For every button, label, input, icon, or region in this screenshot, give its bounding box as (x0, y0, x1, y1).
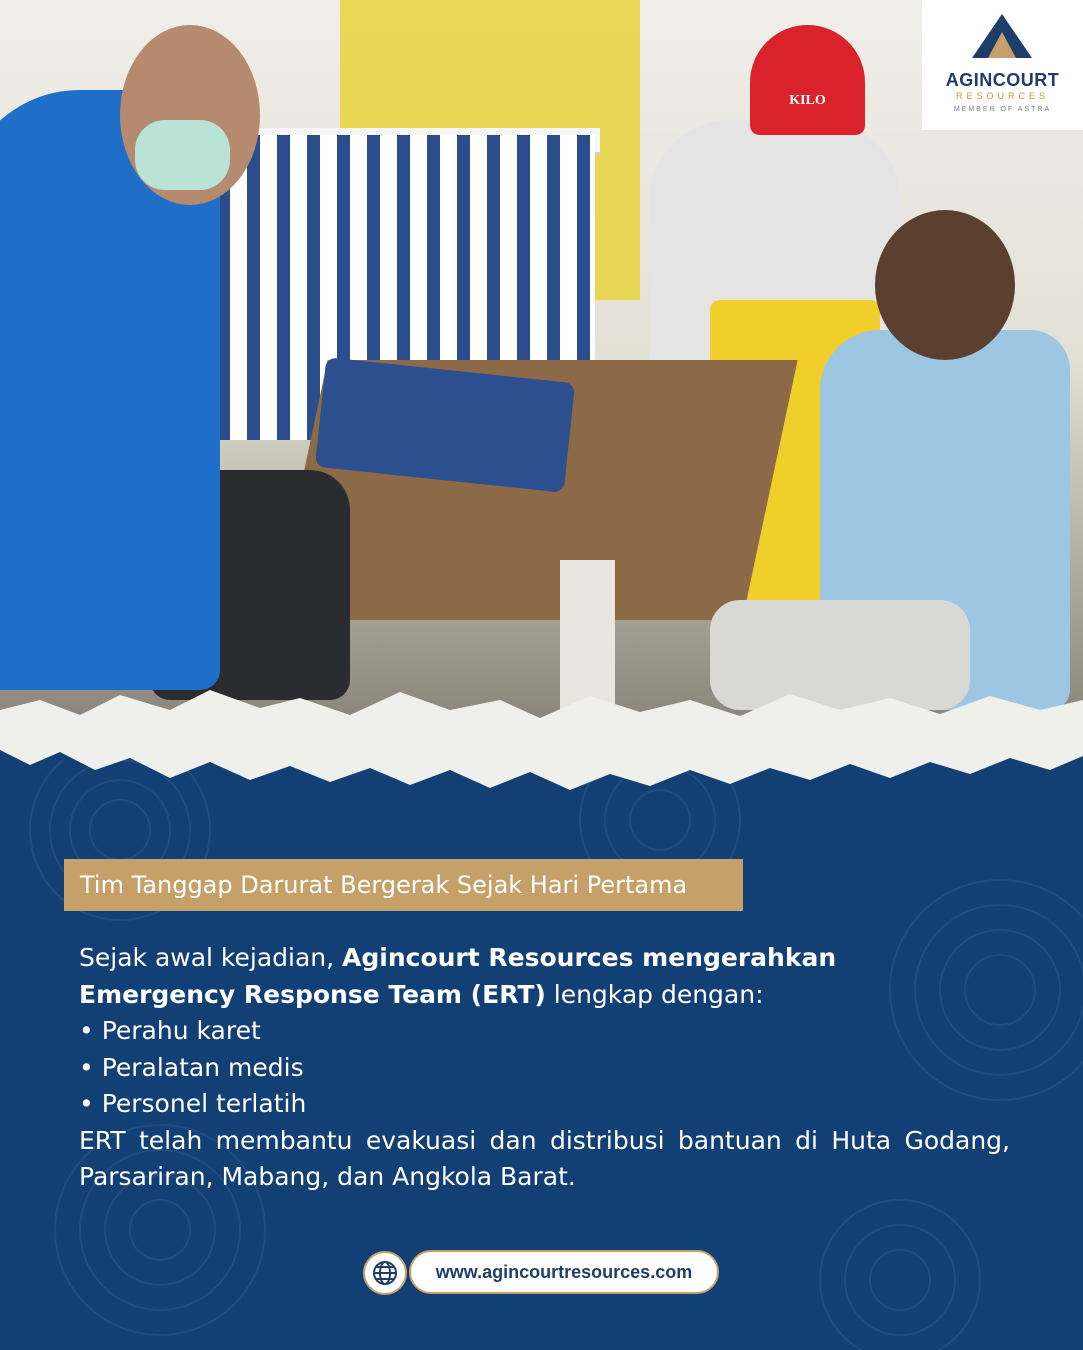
closing-line-2: Parsariran, Mabang, dan Angkola Barat. (79, 1162, 576, 1191)
bullet-item: • Peralatan medis (79, 1052, 304, 1082)
helmet-label: KILO (789, 93, 826, 108)
intro-bold-1: Agincourt Resources mengerahkan (342, 943, 837, 972)
section-heading: Tim Tanggap Darurat Bergerak Sejak Hari Pertama (80, 871, 688, 899)
intro-plain: Sejak awal kejadian, (79, 943, 343, 972)
patient-head (875, 210, 1015, 360)
intro-bold-2: Emergency Response Team (ERT) (79, 979, 546, 1009)
intro-line-2 (79, 977, 1010, 1014)
intro-tail: lengkap dengan: (545, 979, 764, 1009)
bullet-item: • Perahu karet (79, 1016, 261, 1045)
bullet-item: • Personel terlatih (79, 1089, 307, 1118)
triangle-logo-icon (970, 12, 1034, 60)
website-link[interactable] (409, 1250, 719, 1294)
face-mask (135, 120, 230, 190)
brand-sub: RESOURCES (955, 91, 1049, 101)
body-text (79, 940, 1010, 1196)
red-helmet (750, 25, 865, 135)
brand-tagline: MEMBER OF ASTRA (953, 106, 1052, 113)
website-url[interactable]: www.agincourtresources.com (435, 1262, 693, 1282)
intro-line-1 (79, 940, 1010, 977)
closing-line-1: ERT telah membantu evakuasi dan distribusi bantuan di Huta Godang, (79, 1125, 1010, 1155)
globe-icon (363, 1251, 407, 1295)
brand-name: AGINCOURT (945, 70, 1060, 90)
brand-logo (922, 0, 1083, 130)
